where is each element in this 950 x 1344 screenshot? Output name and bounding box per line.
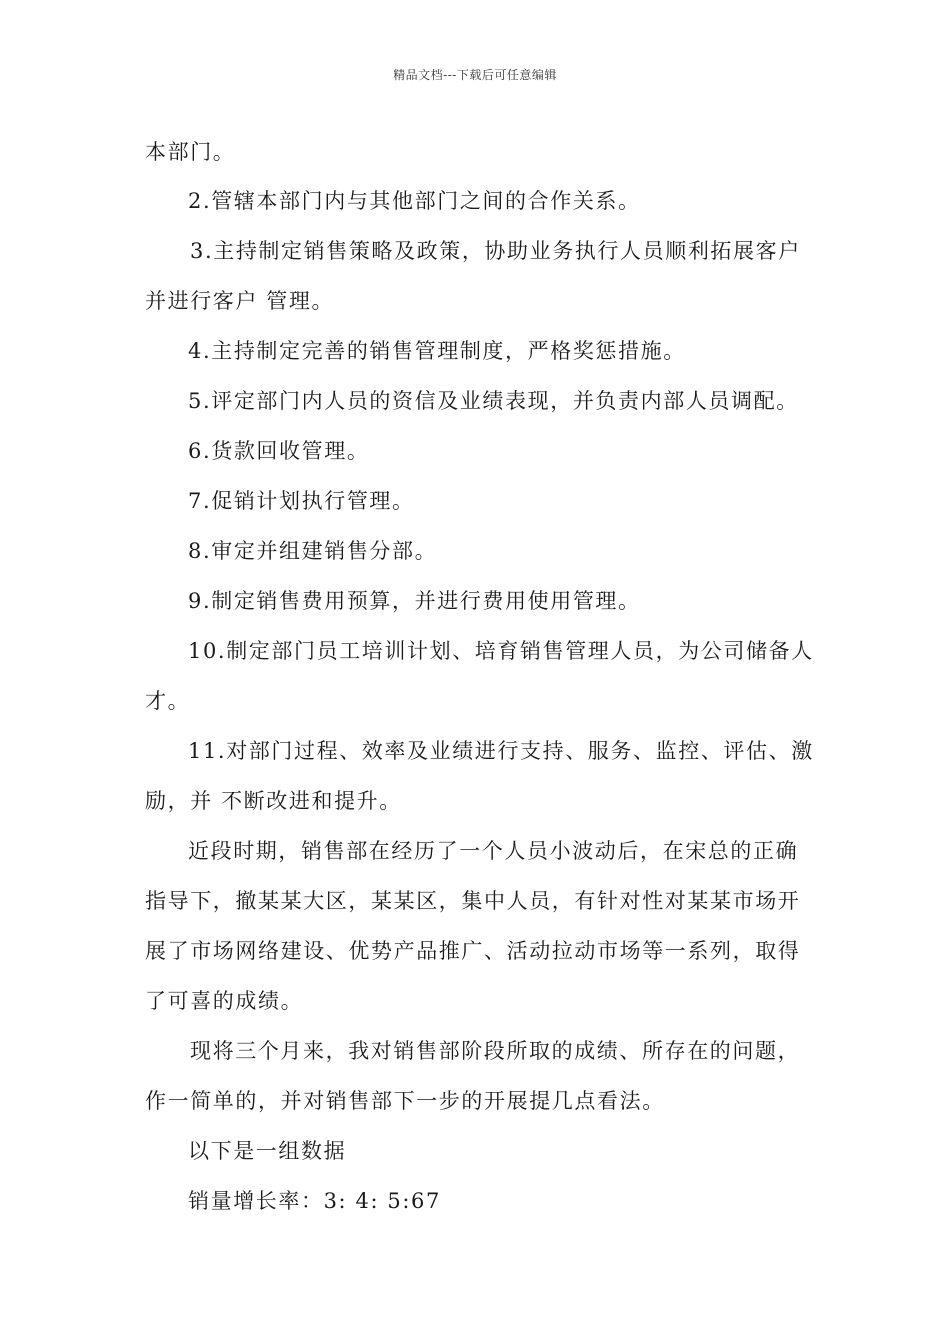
paragraph-line: 了可喜的成绩。 xyxy=(145,989,304,1013)
paragraph-line: 10.制定部门员工培训计划、培育销售管理人员，为公司储备人 xyxy=(188,639,814,663)
paragraph-line: 作一简单的，并对销售部下一步的开展提几点看法。 xyxy=(145,1089,665,1113)
paragraph-line: 才。 xyxy=(145,689,191,713)
paragraph-line: 8.审定并组建销售分部。 xyxy=(188,539,438,563)
paragraph-line: 5.评定部门内人员的资信及业绩表现，并负责内部人员调配。 xyxy=(188,389,799,413)
paragraph-line: 励，并 不断改进和提升。 xyxy=(145,789,402,813)
paragraph-line: 4.主持制定完善的销售管理制度，严格奖惩措施。 xyxy=(188,339,686,363)
paragraph-line: 销量增长率：3: 4: 5:67 xyxy=(188,1189,441,1213)
paragraph-line: 7.促销计划执行管理。 xyxy=(188,489,415,513)
paragraph-line: 9.制定销售费用预算，并进行费用使用管理。 xyxy=(188,589,641,613)
paragraph-line: 6.货款回收管理。 xyxy=(188,439,370,463)
paragraph-line: 以下是一组数据 xyxy=(188,1139,347,1163)
paragraph-line: 近段时期，销售部在经历了一个人员小波动后，在宋总的正确 xyxy=(188,839,799,863)
page-header: 精品文档---下载后可任意编辑 xyxy=(393,68,557,82)
paragraph-line: 现将三个月来，我对销售部阶段所取的成绩、所存在的问题， xyxy=(190,1039,801,1063)
paragraph-line: 并进行客户 管理。 xyxy=(145,289,335,313)
paragraph-line: 2.管辖本部门内与其他部门之间的合作关系。 xyxy=(188,189,641,213)
paragraph-line: 本部门。 xyxy=(145,140,236,164)
paragraph-line: 指导下，撤某某大区，某某区，集中人员，有针对性对某某市场开 xyxy=(145,889,801,913)
paragraph-line: 3.主持制定销售策略及政策，协助业务执行人员顺利拓展客户 xyxy=(190,239,801,263)
paragraph-line: 展了市场网络建设、优势产品推广、活动拉动市场等一系列，取得 xyxy=(145,939,801,963)
paragraph-line: 11.对部门过程、效率及业绩进行支持、服务、监控、评估、激 xyxy=(188,739,814,763)
